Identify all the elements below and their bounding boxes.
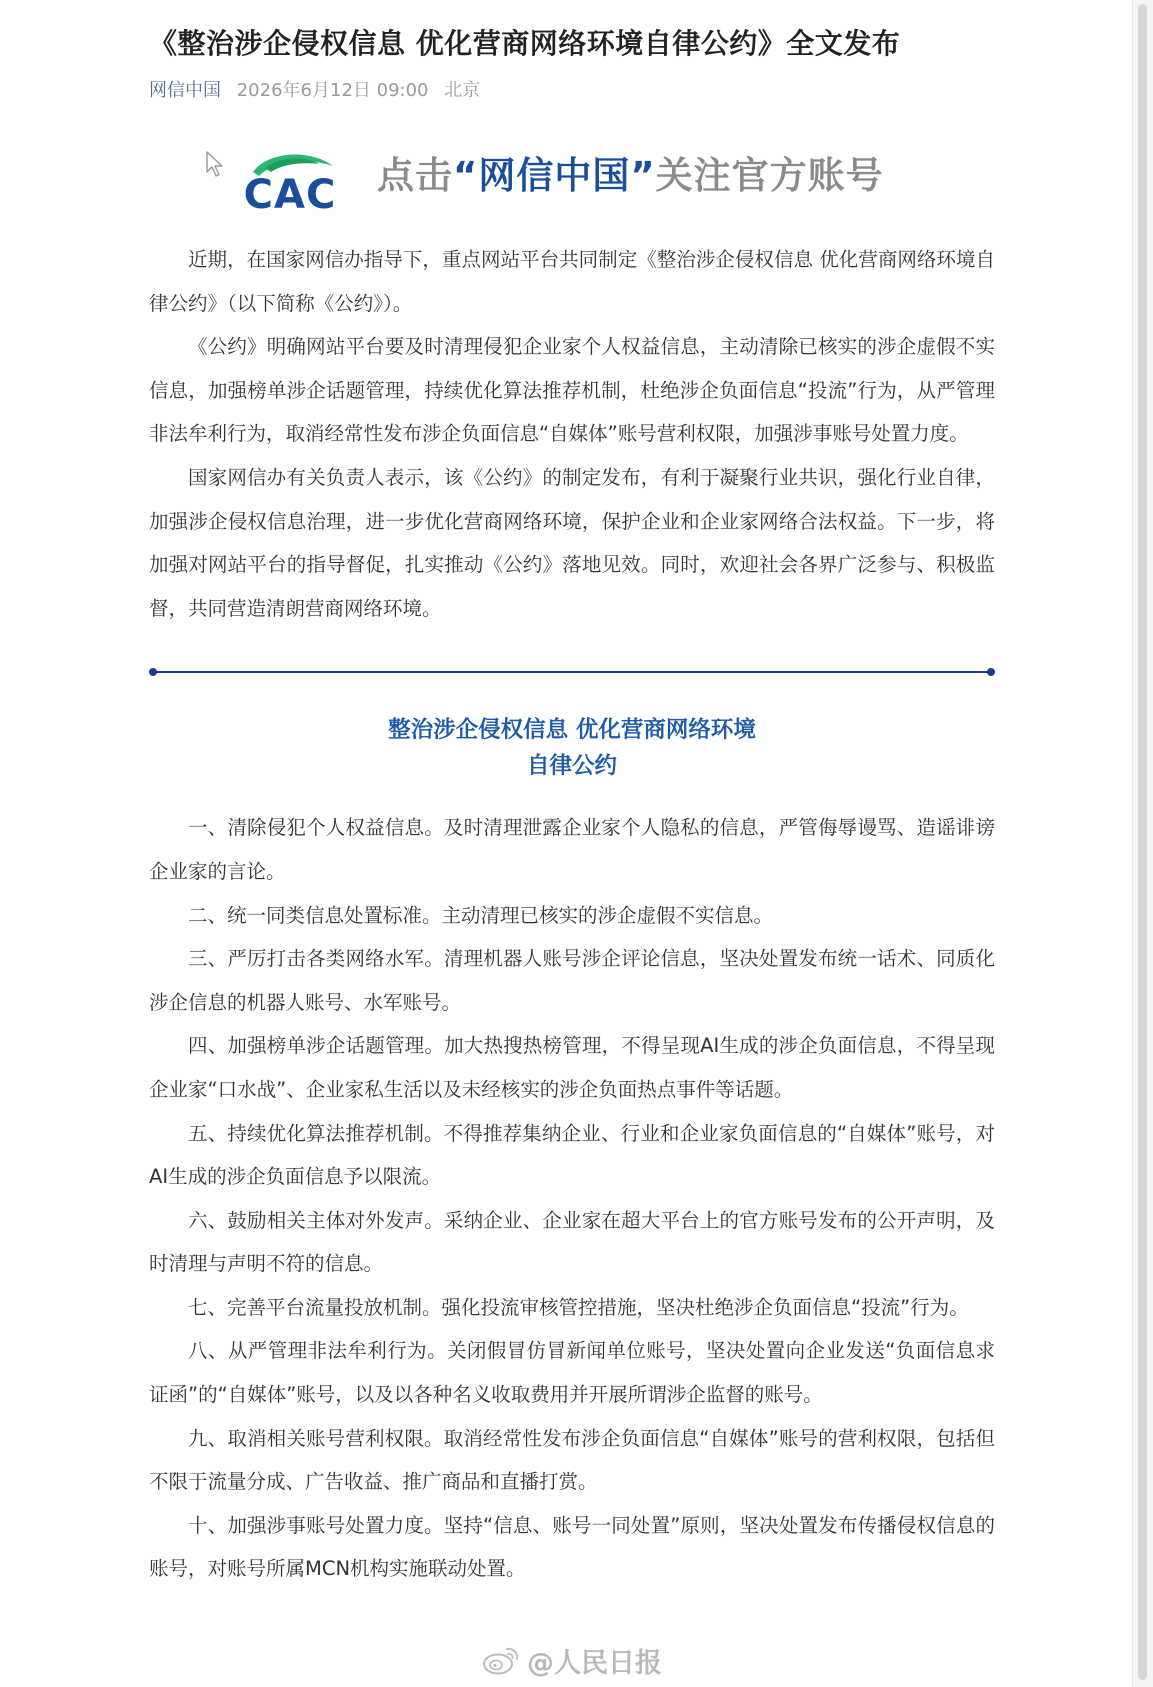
intro-paragraph: 近期，在国家网信办指导下，重点网站平台共同制定《整治涉企侵权信息 优化营商网络环境自律公约》（以下简称《公约》）。	[149, 248, 995, 315]
divider-dot-right	[987, 668, 995, 676]
convention-title-line2: 自律公约	[526, 753, 617, 780]
intro-paragraph: 《公约》明确网站平台要及时清理侵犯企业家个人权益信息，主动清除已核实的涉企虚假不实信息，加强榜单涉企话题管理，持续优化算法推荐机制，杜绝涉企负面信息“投流”行为，从严管理非法牟利行为，取消经常性发布涉企负面信息“自媒体”账号营利权限，加强涉事账号处置力度。	[149, 335, 995, 446]
convention-article: 八、从严管理非法牟利行为。关闭假冒仿冒新闻单位账号，坚决处置向企业发送“负面信息求证函”的“自媒体”账号，以及以各种名义收取费用并开展所谓涉企监督的账号。	[149, 1339, 995, 1407]
banner-text-after: 关注官方账号	[655, 154, 884, 197]
section-divider	[149, 668, 995, 676]
source-account-link[interactable]: 网信中国	[149, 80, 221, 101]
follow-banner[interactable]	[149, 126, 995, 226]
divider-dot-left	[149, 668, 157, 676]
watermark-text: @人民日报	[527, 1647, 662, 1679]
page-scrollbar[interactable]	[1132, 0, 1153, 1687]
article-title: 《整治涉企侵权信息 优化营商网络环境自律公约》全文发布	[149, 27, 901, 60]
convention-article: 十、加强涉事账号处置力度。坚持“信息、账号一同处置”原则，坚决处置发布传播侵权信息的账号，对账号所属MCN机构实施联动处置。	[149, 1513, 995, 1581]
banner-text	[377, 152, 884, 200]
article-body	[149, 238, 995, 1591]
banner-text-highlight: “网信中国”	[453, 154, 656, 197]
convention-article: 九、取消相关账号营利权限。取消经常性发布涉企负面信息“自媒体”账号的营利权限，包括但不限于流量分成、广告收益、推广商品和直播打赏。	[149, 1426, 995, 1494]
article	[149, 0, 995, 1591]
convention-article: 六、鼓励相关主体对外发声。采纳企业、企业家在超大平台上的官方账号发布的公开声明，及时清理与声明不符的信息。	[149, 1208, 995, 1276]
convention-article: 三、严厉打击各类网络水军。清理机器人账号涉企评论信息，坚决处置发布统一话术、同质化涉企信息的机器人账号、水军账号。	[149, 947, 995, 1014]
convention-article: 四、加强榜单涉企话题管理。加大热搜热榜管理，不得呈现AI生成的涉企负面信息，不得呈现企业家“口水战”、企业家私生活以及未经核实的涉企负面热点事件等话题。	[149, 1034, 995, 1101]
cac-logo-text: CAC	[243, 172, 337, 216]
publish-location: 北京	[444, 80, 481, 101]
publish-date: 2026年6月12日 09:00	[236, 80, 429, 101]
article-meta	[149, 78, 995, 104]
convention-article: 七、完善平台流量投放机制。强化投流审核管控措施，坚决杜绝涉企负面信息“投流”行为。	[188, 1295, 969, 1319]
convention-title	[149, 712, 995, 784]
weibo-watermark	[481, 1640, 662, 1680]
weibo-icon	[481, 1644, 521, 1676]
cac-logo-icon	[235, 146, 345, 216]
convention-article: 二、统一同类信息处置标准。主动清理已核实的涉企虚假不实信息。	[188, 903, 774, 927]
banner-text-before: 点击	[377, 154, 453, 197]
convention-articles	[149, 806, 995, 1591]
cursor-arrow-icon	[205, 150, 225, 178]
convention-article: 五、持续优化算法推荐机制。不得推荐集纳企业、行业和企业家负面信息的“自媒体”账号，对AI生成的涉企负面信息予以限流。	[149, 1121, 995, 1189]
convention-article: 一、清除侵犯个人权益信息。及时清理泄露企业家个人隐私的信息，严管侮辱谩骂、造谣诽谤企业家的言论。	[149, 816, 995, 883]
convention-title-line1: 整治涉企侵权信息 优化营商网络环境	[388, 717, 756, 744]
divider-line	[152, 671, 992, 673]
scrollbar-thumb[interactable]	[1138, 4, 1147, 1680]
intro-paragraph: 国家网信办有关负责人表示，该《公约》的制定发布，有利于凝聚行业共识，强化行业自律，加强涉企侵权信息治理，进一步优化营商网络环境，保护企业和企业家网络合法权益。下一步，将加强对网站平台的指导督促，扎实推动《公约》落地见效。同时，欢迎社会各界广泛参与、积极监督，共同营造清朗营商网络环境。	[149, 465, 995, 620]
